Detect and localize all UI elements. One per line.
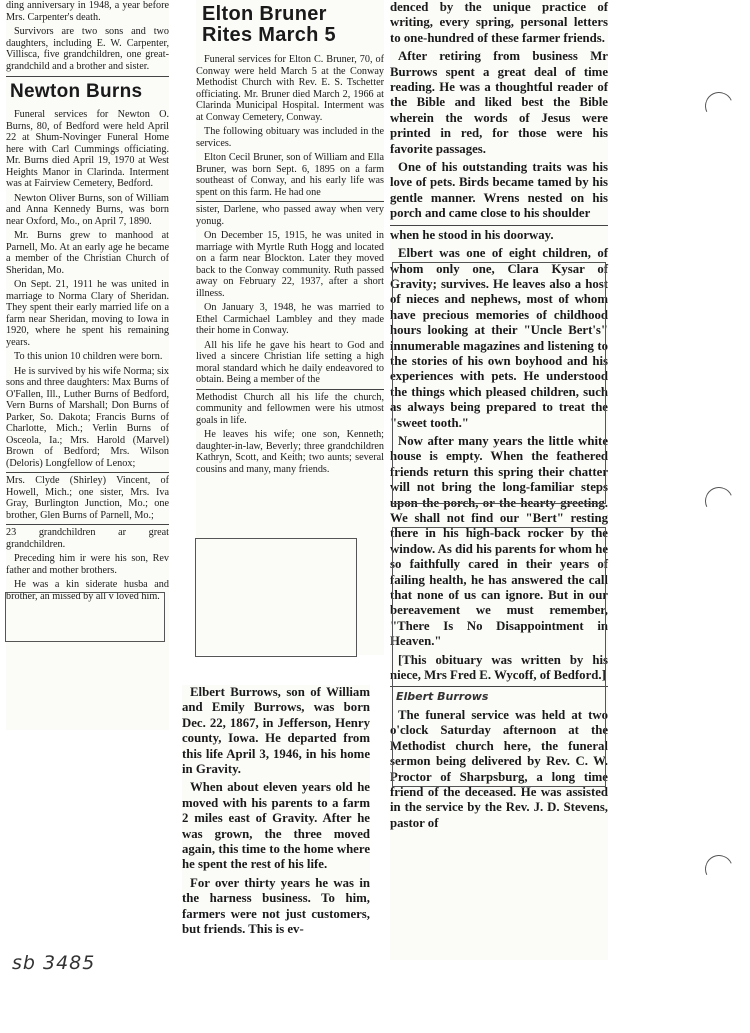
elbert-cont-7: [This obituary was written by his niece, Mrs Fred E. Wycoff, of Bedford.] [390,652,608,683]
elton-para-2: The following obituary was included in the services. [196,126,384,149]
elbert-cont-4: when he stood in his doorway. [390,227,554,242]
newton-para-7: Mrs. Clyde (Shirley) Vincent, of Howell, Mich.; one sister, Mrs. Iva Gray, Burlington Junction, Mo.; one brother, Glen Burns of Parnell, Mo.; [6,475,169,521]
elbert-cont-6: Now after many years the little white house is empty. When the feathered friends return this spring their chatter will not bring the long-familiar steps upon the porch, or the hearty greeting. We shall not find our "Bert" resting there in his high-back rocker by the window. As did his parents for whom he so faithfully cared in their years of failing health, he has answered the call that none of us can ignore. But in our bereavement we must remember, "There Is No Disappointment in Heaven." [390,433,608,649]
newton-para-6: He is survived by his wife Norma; six sons and three daughters: Max Burns of O'Fallen, Ill., Luther Burns of Bedford, Vern Burns of Marshall; Don Burns of Parker, So. Dakota; Francis Burns of Charlotte, Mich.; Verlin Burns of Osceola, Ia.; Mrs. Harold (Marvel) Brown of Bedford; Mrs. Wilson (Deloris) Longfellow of Lenox; [6,365,169,469]
elton-headline-1: Elton Bruner [202,3,327,25]
binder-hole-icon [701,483,737,519]
newton-para-3: Mr. Burns grew to manhood at Parnell, Mo. At an early age he became a member of the Christian Church of Sheridan, Mo. [6,230,169,276]
elbert-burrows-clipping-start [182,685,370,937]
elton-para-1: Funeral services for Elton C. Bruner, 70, of Conway were held March 5 at the Conway Methodist Church with Rev. E. S. Tschetter officiating. Mr. Bruner died March 2, 1966 at Clarinda Municipal Hospital. Interment was at Conway Cemetery, Conway. [196,54,384,123]
newton-headline: Newton Burns [10,81,143,102]
clipping-border [392,527,606,787]
archive-note: sb 3485 [12,952,96,974]
newton-para-2: Newton Oliver Burns, son of William and Anna Kennedy Burns, was born near Oxford, Mo., on April 7, 1890. [6,192,169,227]
elton-para-8: Methodist Church all his life the church, community and fellowmen were his utmost goals in life. [196,391,384,426]
newton-para-8: 23 grandchildren ar great grandchildren. [6,527,169,550]
elton-para-4: sister, Darlene, who passed away when very yonug. [196,204,384,227]
elbert-cont-2: After retiring from business Mr Burrows spent a great deal of time reading. He was a thoughtful reader of the Bible and liked best the Bible wherein the words of Jesus were printed in red, for those were his favorite passages. [390,49,608,156]
newton-para-4: On Sept. 21, 1911 he was united in marriage to Norma Clary of Sheridan. They spent their early married life on a farm near Sheridan, moving to Iowa in 1920, where he spent his remaining years. [6,279,169,348]
newton-para-1: Funeral services for Newton O. Burns, 80, of Bedford were held April 22 at Shum-Novinger Funeral Home here with Carl Cummings officiating. Mr. Burns died April 19, 1970 at West Heights Manor in Clarinda. Interment was at Fairview Cemetery, Bedford. [6,109,169,189]
elbert-cont-5: Elbert was one of eight children, of whom only one, Clara Kysar of Gravity; survives. He leaves also a host of nieces and nephews, most of whom have precious memories of childhood hours looking at their "Uncle Bert's" innumerable magazines and listening to the stories of his own boyhood and his experiences with pets. He understood the things which pleased children, such as always being prepared to treat the "sweet tooth." [390,246,608,430]
elbert-cont-9: The funeral service was held at two o'clock Saturday afternoon at the Methodist church here, the funeral sermon being delivered by Rev. C. W. Proctor of Sharpsburg, a long time friend of the deceased. He was assisted in the service by the Rev. J. D. Stevens, pastor of [390,707,608,830]
elton-headline-2: Rites March 5 [202,24,336,46]
carpenter-tail-2: Survivors are two sons and two daughters, including E. W. Carpenter, Villisca, five grandchildren, one great-grandchild and a brother and sister. [6,26,169,72]
newton-para-10: He was a kin siderate husba and brother, an missed by all v loved him. [6,579,169,602]
newton-para-5: To this union 10 children were born. [14,351,163,362]
binder-hole-icon [701,88,737,124]
elbert-para-2: When about eleven years old he moved with his parents to a farm 2 miles east of Gravity. After he was grown, the three moved again, this time to the home where he spent the rest of his life. [182,780,370,872]
elbert-cont-3: One of his outstanding traits was his love of pets. Birds became tamed by his gentle manner. Wrens nested on his porch and came close to his shoulder [390,160,608,221]
elbert-cont-1: denced by the unique practice of writing, every spring, personal letters to one-hundred of these farmer friends. [390,0,608,45]
handwritten-signature: Elbert Burrows [396,690,489,704]
clipping-border [392,262,606,504]
binder-hole-icon [701,851,737,887]
elton-para-6: On January 3, 1948, he was married to Ethel Carmichael Lambley and they made their home in Conway. [196,302,384,336]
clipping-border [195,538,357,657]
carpenter-tail-1: ding anniversary in 1948, a year before Mrs. Carpenter's death. [6,0,169,23]
divider [6,76,169,77]
elton-para-7: All his life he gave his heart to God and lived a sincere Christian life setting a high moral standard which he daily endeavored to obtain. Being a member of the [196,339,384,385]
clipping-border [5,592,165,642]
elbert-para-3: For over thirty years he was in the harness business. To him, farmers were not just customers, but friends. This is ev- [182,875,370,937]
newton-para-9: Preceding him ir were his son, Rev father and mother brothers. [6,553,169,576]
elton-para-9: He leaves his wife; one son, Kenneth; daughter-in-law, Beverly; three grandchildren Kathryn, Scott, and Keith; two aunts; several cousins and many, many friends. [196,429,384,475]
elton-para-3: Elton Cecil Bruner, son of William and Ella Bruner, was born Sept. 6, 1895 on a farm southeast of Conway, and his early life was spent on this farm. He had one [196,152,384,198]
elton-para-5: On December 15, 1915, he was united in marriage with Myrtle Ruth Hogg and located on a farm near Blockton. Later they moved back to the Conway community. Ruth passed away on February 22, 1937, after a short illness. [196,230,384,299]
elbert-para-1: Elbert Burrows, son of William and Emily Burrows, was born Dec. 22, 1867, in Jefferson, Henry county, Iowa. He departed from this life April 3, 1946, in his home in Gravity. [182,685,370,777]
